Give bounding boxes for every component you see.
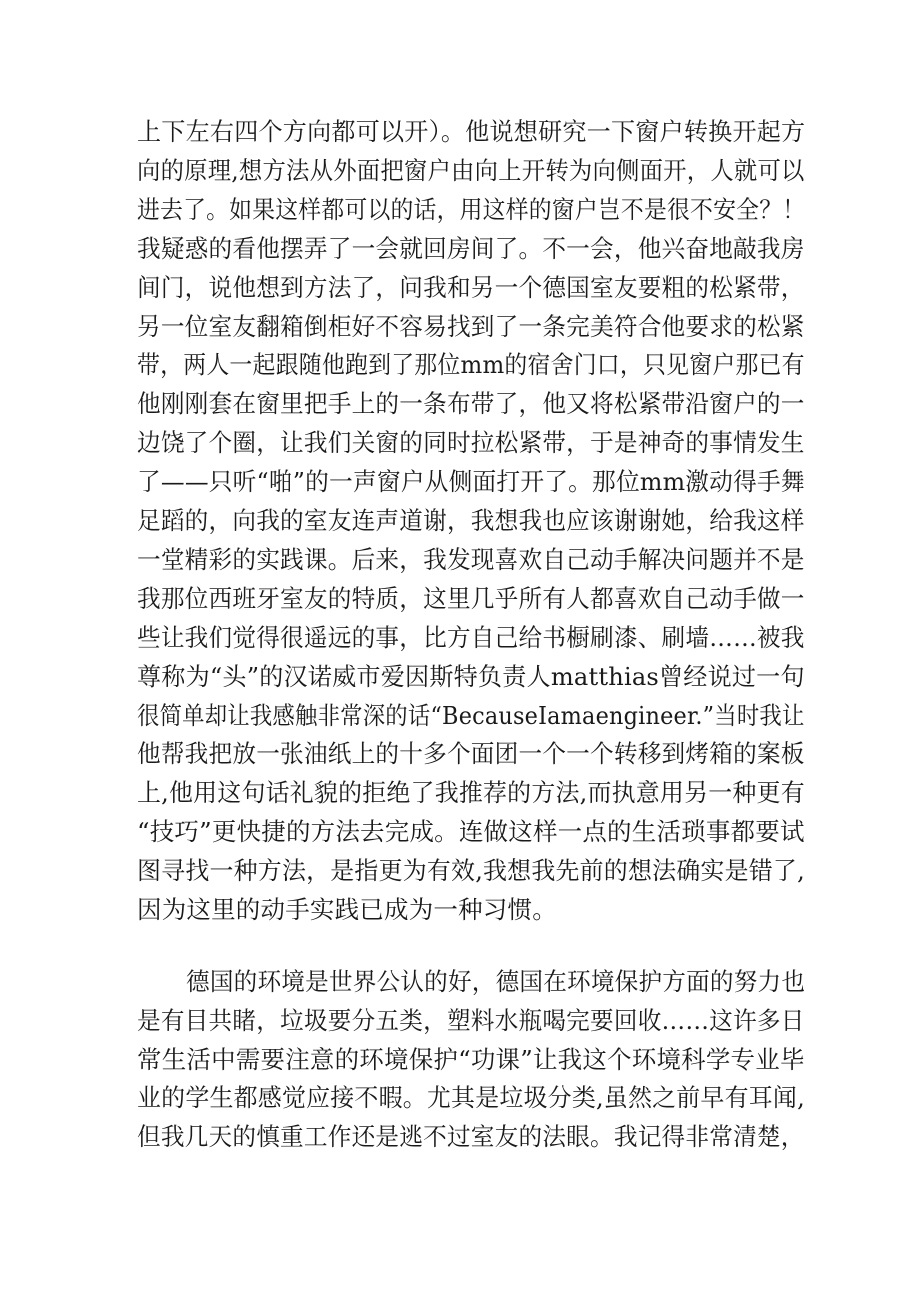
text-line: 上,他用这句话礼貌的拒绝了我推荐的方法,而执意用另一种更有 [137,778,805,808]
text-line: 因为这里的动手实践已成为一种习惯。 [137,895,557,924]
text-line: 我疑惑的看他摆弄了一会就回房间了。不一会，他兴奋地敲我房 [137,233,805,263]
text-line: 边饶了个圈，让我们关窗的同时拉松紧带，于是神奇的事情发生 [137,428,805,458]
text-line: 但我几天的慎重工作还是逃不过室友的法眼。我记得非常清楚， [137,1122,805,1152]
text-line: 间门，说他想到方法了，问我和另一个德国室友要粗的松紧带， [137,272,805,302]
text-line: 进去了。如果这样都可以的话，用这样的窗户岂不是很不安全？！ [137,194,806,224]
text-line: 他刚刚套在窗里把手上的一条布带了，他又将松紧带沿窗户的一 [137,389,805,419]
paragraph-1 [137,117,806,924]
paragraph-2 [137,967,805,1207]
text-line: 带，两人一起跟随他跑到了那位mm的宿舍门口，只见窗户那已有 [137,350,805,380]
text-line: 我那位西班牙室友的特质，这里几乎所有人都喜欢自己动手做一 [137,583,805,613]
text-line: “技巧”更快捷的方法去完成。连做这样一点的生活琐事都要试 [137,817,805,847]
text-line: 图寻找一种方法，是指更为有效,我想我先前的想法确实是错了, [137,856,805,886]
text-line: 了——只听“啪”的一声窗户从侧面打开了。那位mm激动得手舞 [137,467,805,497]
text-line: 他帮我把放一张油纸上的十多个面团一个一个转移到烤箱的案板 [137,739,805,769]
text-line: 足蹈的，向我的室友连声道谢，我想我也应该谢谢她，给我这样 [137,506,805,535]
text-line: 一堂精彩的实践课。后来，我发现喜欢自己动手解决问题并不是 [137,544,805,574]
text-line: 尊称为“头”的汉诺威市爱因斯特负责人matthias曾经说过一句 [137,661,805,691]
text-line: 常生活中需要注意的环境保护“功课”让我这个环境科学专业毕 [137,1044,805,1074]
text-line: 是有目共睹，垃圾要分五类，塑料水瓶喝完要回收……这许多日 [137,1005,805,1035]
text-line: 德国的环境是世界公认的好，德国在环境保护方面的努力也 [186,967,806,996]
text-line: 业的学生都感觉应接不暇。尤其是垃圾分类,虽然之前早有耳闻, [137,1083,805,1113]
text-line: 很简单却让我感触非常深的话“BecauseIamaengineer.”当时我让 [137,700,805,730]
text-line: 些让我们觉得很遥远的事，比方自己给书橱刷漆、刷墙……被我 [137,622,805,652]
text-line: 上下左右四个方向都可以开）。他说想研究一下窗户转换开起方 [137,117,806,146]
text-line: 向的原理,想方法从外面把窗户由向上开转为向侧面开，人就可以 [137,155,805,185]
text-line: 另一位室友翻箱倒柜好不容易找到了一条完美符合他要求的松紧 [137,311,805,341]
